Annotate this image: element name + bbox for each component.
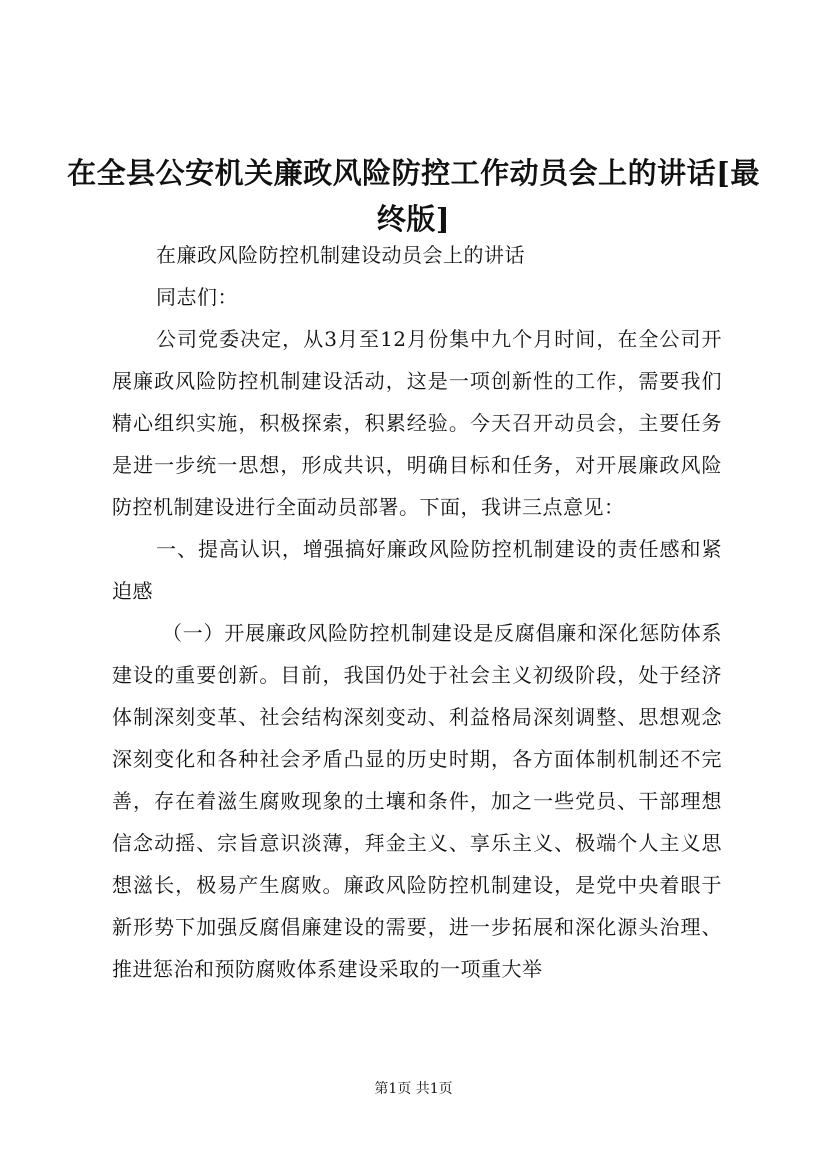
salutation: 同志们： <box>156 285 238 309</box>
document-title: 在全县公安机关廉政风险防控工作动员会上的讲话[最终版] <box>67 156 760 236</box>
speech-subtitle: 在廉政风险防控机制建设动员会上的讲话 <box>156 243 525 267</box>
page-footer: 第1页 共1页 <box>374 1081 453 1097</box>
paragraph-subsection-one: （一）开展廉政风险防控机制建设是反腐倡廉和深化惩防体系建设的重要创新。目前，我国仍处于社会主义初级阶段，处于经济体制深刻变革、社会结构深刻变动、利益格局深刻调整、思想观念深刻变化和各种社会矛盾凸显的历史时期，各方面体制机制还不完善，存在着滋生腐败现象的土壤和条件，加之一些党员、干部理想信念动摇、宗旨意识淡薄，拜金主义、享乐主义、极端个人主义思想滋长，极易产生腐败。廉政风险防控机制建设，是党中央着眼于新形势下加强反腐倡廉建设的需要，进一步拓展和深化源头治理、推进惩治和预防腐败体系建设采取的一项重大举 <box>112 621 722 981</box>
section-heading-one: 一、提高认识，增强搞好廉政风险防控机制建设的责任感和紧迫感 <box>112 537 722 603</box>
document-body <box>112 234 722 990</box>
paragraph-intro: 公司党委决定，从3月至12月份集中九个月时间，在全公司开展廉政风险防控机制建设活动，这是一项创新性的工作，需要我们精心组织实施，积极探索，积累经验。今天召开动员会，主要任务是进一步统一思想，形成共识，明确目标和任务，对开展廉政风险防控机制建设进行全面动员部署。下面，我讲三点意见： <box>112 327 722 519</box>
